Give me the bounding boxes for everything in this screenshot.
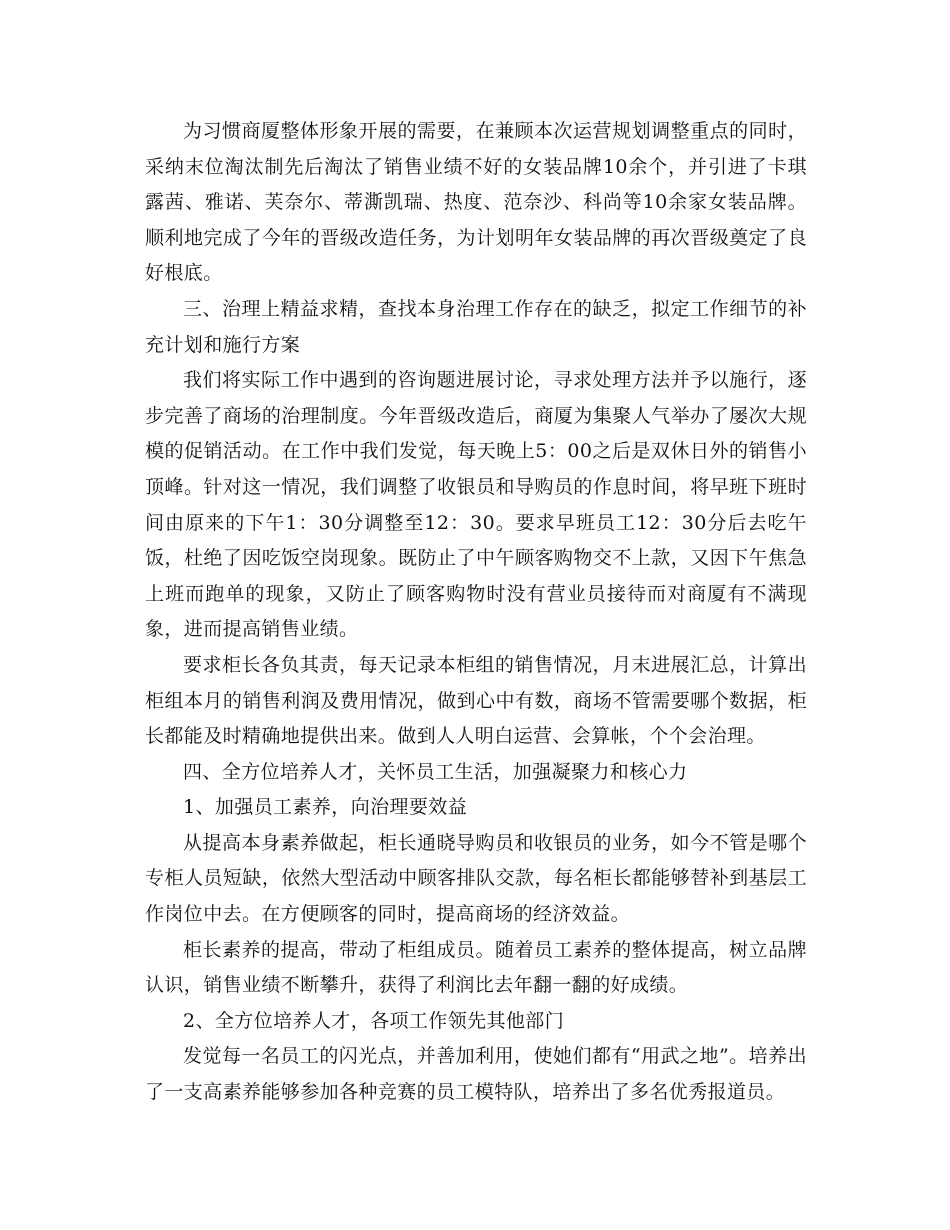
paragraph-5: 柜长素养的提高，带动了柜组成员。随着员工素养的整体提高，树立品牌认识，销售业绩不断攀升，获得了利润比去年翻一翻的好成绩。 — [145, 938, 807, 997]
section-heading-4: 四、全方位培养人才，关怀员工生活，加强凝聚力和核心力 — [183, 760, 688, 783]
subheading-1: 1、加强员工素养，向治理要效益 — [183, 796, 468, 819]
paragraph-2: 我们将实际工作中遇到的咨询题进展讨论，寻求处理方法并予以施行，逐步完善了商场的治理制度。今年晋级改造后，商厦为集聚人气举办了屡次大规模的促销活动。在工作中我们发觉，每天晚上5：00之后是双休日外的销售小顶峰。针对这一情况，我们调整了收银员和导购员的作息时间，将早班下班时间由原来的下午1：30分调整至12：30。要求早班员工12：30分后去吃午饭，杜绝了因吃饭空岗现象。既防止了中午顾客购物交不上款，又因下午焦急上班而跑单的现象，又防止了顾客购物时没有营业员接待而对商厦有不满现象，进而提高销售业绩。 — [145, 369, 807, 641]
section-heading-3: 三、治理上精益求精，查找本身治理工作存在的缺乏，拟定工作细节的补充计划和施行方案 — [145, 297, 807, 356]
paragraph-3: 要求柜长各负其责，每天记录本柜组的销售情况，月末进展汇总，计算出柜组本月的销售利润及费用情况，做到心中有数，商场不管需要哪个数据，柜长都能及时精确地提供出来。做到人人明白运营、会算帐，个个会治理。 — [145, 653, 807, 748]
document-body — [145, 114, 807, 1111]
subheading-2: 2、全方位培养人才，各项工作领先其他部门 — [183, 1009, 565, 1032]
paragraph-1: 为习惯商厦整体形象开展的需要，在兼顾本次运营规划调整重点的同时，采纳末位淘汰制先后淘汰了销售业绩不好的女装品牌10余个，并引进了卡琪露茜、雅诺、芙奈尔、蒂澌凯瑞、热度、范奈沙、科尚等10余家女装品牌。顺利地完成了今年的晋级改造任务，为计划明年女装品牌的再次晋级奠定了良好根底。 — [145, 120, 807, 285]
paragraph-4: 从提高本身素养做起，柜长通晓导购员和收银员的业务，如今不管是哪个专柜人员短缺，依然大型活动中顾客排队交款，每名柜长都能够替补到基层工作岗位中去。在方便顾客的同时，提高商场的经济效益。 — [145, 831, 807, 926]
paragraph-6: 发觉每一名员工的闪光点，并善加利用，使她们都有“用武之地”。培养出了一支高素养能够参加各种竞赛的员工模特队，培养出了多名优秀报道员。 — [145, 1045, 807, 1104]
